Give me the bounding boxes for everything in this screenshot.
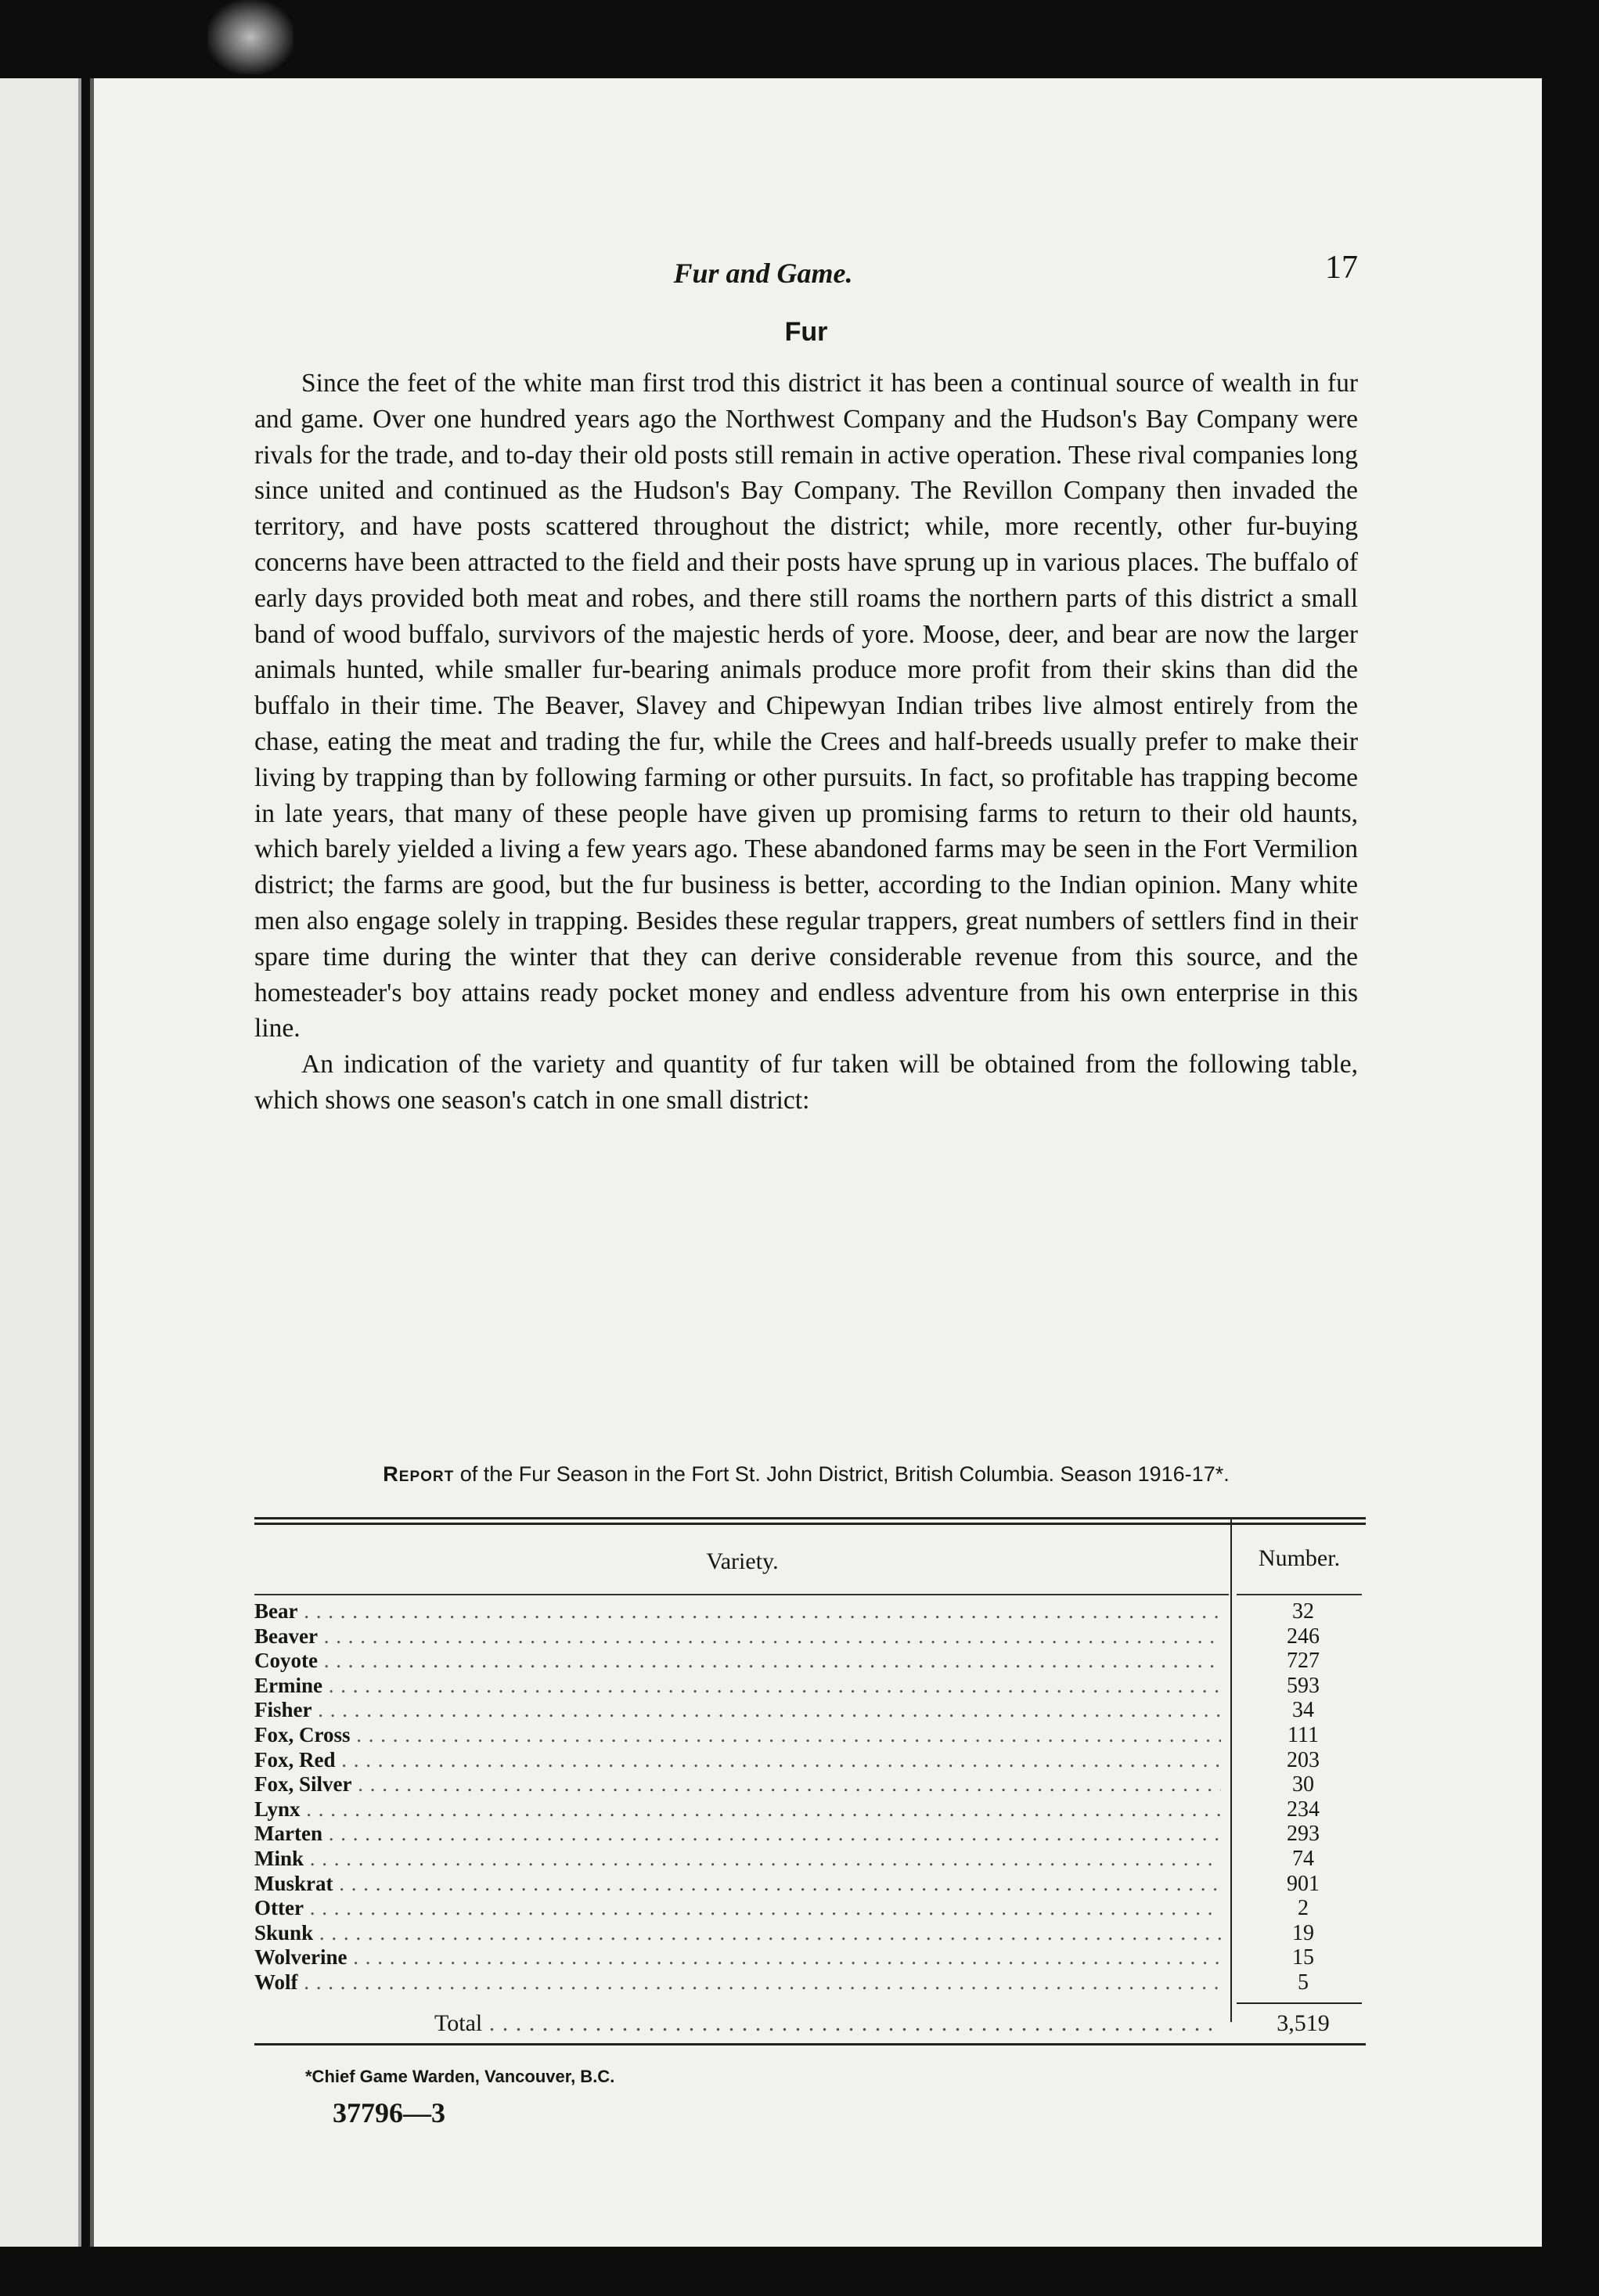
table-row	[254, 1797, 1366, 1822]
variety-cell: Fox, Red . . .	[254, 1748, 1221, 1772]
number-cell: 30	[1292, 1772, 1314, 1797]
number-cell: 293	[1287, 1822, 1320, 1847]
running-head	[254, 249, 1358, 296]
body-text	[254, 366, 1358, 1119]
table-row	[254, 1896, 1366, 1921]
table-row	[254, 1921, 1366, 1946]
total-rule	[1237, 2002, 1362, 2004]
number-cell: 246	[1287, 1624, 1320, 1649]
table-row	[254, 1748, 1366, 1773]
column-header-variety: Variety.	[706, 1548, 779, 1574]
variety-cell: Fox, Silver . . .	[254, 1772, 1221, 1797]
number-cell: 901	[1287, 1871, 1320, 1896]
table-row	[254, 1649, 1366, 1674]
fur-table	[254, 1517, 1366, 2036]
table-row	[254, 1970, 1366, 1995]
number-cell: 34	[1292, 1698, 1314, 1723]
number-cell: 593	[1287, 1673, 1320, 1698]
table-row	[254, 1599, 1366, 1624]
number-cell: 5	[1298, 1970, 1309, 1995]
section-heading: Fur	[784, 317, 828, 347]
number-cell: 15	[1292, 1945, 1314, 1970]
table-bottom-rule	[254, 2043, 1366, 2045]
signature-mark: 37796—3	[333, 2097, 445, 2128]
table-row	[254, 1822, 1366, 1847]
column-header-number: Number.	[1258, 1545, 1341, 1571]
page-number: 17	[1325, 250, 1358, 286]
table-row	[254, 1872, 1366, 1897]
variety-cell: Wolverine . . .	[254, 1945, 1221, 1970]
table-row	[254, 1723, 1366, 1748]
total-value: 3,519	[1277, 2010, 1330, 2036]
paragraph: Since the feet of the white man first trod this district it has been a continual source of wealth in fur and game. Over one hundred years ago the Northwest Company and the Hudson's Bay Company were rivals for the trade, and to-day their old posts still remain in active operation. These rival companies long since united and continued as the Hudson's Bay Company. The Revillon Company then invaded the territory, and have posts scattered throughout the district; while, more recently, other fur-buying concerns have been attracted to the field and their posts have sprung up in various places. The buffalo of early days provided both meat and robes, and there still roams the northern parts of this district a small band of wood buffalo, survivors of the majestic herds of yore. Moose, deer, and bear are now the larger animals hunted, while smaller fur-bearing animals produce more profit from their skins than did the buffalo in their time. The Beaver, Slavey and Chipewyan Indian tribes live almost entirely from the chase, eating the meat and trading the fur, while the Crees and half-breeds usually prefer to make their living by trapping than by following farming or other pursuits. In fact, so profitable has trapping become in late years, that many of these people have given up promising farms to return to their old haunts, which barely yielded a living a few years ago. These abandoned farms may be seen in the Fort Vermilion district; the farms are good, but the fur business is better, according to the Indian opinion. Many white men also engage solely in trapping. Besides these regular trappers, great numbers of settlers find in their spare time during the winter that they can derive considerable revenue from this source, and the homesteader's boy attains ready pocket money and endless adventure from his own enterprise in this line.	[254, 369, 1358, 1043]
variety-cell: Bear . . .	[254, 1599, 1221, 1624]
variety-cell: Mink . . .	[254, 1847, 1221, 1871]
variety-cell: Skunk . . .	[254, 1921, 1221, 1945]
table-caption-lead: Report	[383, 1462, 455, 1486]
variety-cell: Coyote . . .	[254, 1649, 1221, 1673]
table-caption	[254, 1462, 1358, 1487]
table-caption-text: of the Fur Season in the Fort St. John District, British Columbia. Season 1916-17*.	[454, 1462, 1230, 1486]
variety-cell: Muskrat . . .	[254, 1872, 1221, 1896]
number-cell: 74	[1292, 1847, 1314, 1871]
number-cell: 203	[1287, 1747, 1320, 1772]
variety-cell: Wolf . . .	[254, 1970, 1221, 1995]
running-title: Fur and Game.	[673, 258, 853, 289]
table-body	[254, 1595, 1366, 1995]
table-header	[254, 1525, 1366, 1595]
variety-cell: Otter . . .	[254, 1896, 1221, 1920]
table-row	[254, 1698, 1366, 1723]
footnote: *Chief Game Warden, Vancouver, B.C.	[305, 2067, 615, 2086]
variety-cell: Beaver . . .	[254, 1624, 1221, 1649]
table-row	[254, 1674, 1366, 1699]
table-row	[254, 1772, 1366, 1797]
variety-cell: Fox, Cross . . .	[254, 1723, 1221, 1747]
paragraph: An indication of the variety and quantity of fur taken will be obtained from the following table, which shows one season's catch in one small district:	[254, 1050, 1358, 1115]
variety-cell: Ermine . . .	[254, 1674, 1221, 1698]
table-row	[254, 1624, 1366, 1649]
book-page	[90, 78, 1542, 2247]
variety-cell: Fisher . . .	[254, 1698, 1221, 1722]
total-row	[254, 2010, 1366, 2042]
table-row	[254, 1847, 1366, 1872]
table-row	[254, 1945, 1366, 1970]
table-top-rule	[254, 1517, 1366, 1525]
variety-cell: Marten . . .	[254, 1822, 1221, 1846]
number-cell: 32	[1292, 1599, 1314, 1624]
number-cell: 727	[1287, 1649, 1320, 1674]
number-cell: 111	[1287, 1723, 1319, 1747]
number-cell: 19	[1292, 1920, 1314, 1945]
variety-cell: Lynx . . .	[254, 1797, 1221, 1822]
scan-glare	[207, 0, 294, 74]
number-cell: 2	[1298, 1896, 1309, 1921]
number-cell: 234	[1287, 1797, 1320, 1822]
total-label: Total . . .	[434, 2010, 1221, 2037]
facing-page-edge	[0, 78, 81, 2247]
